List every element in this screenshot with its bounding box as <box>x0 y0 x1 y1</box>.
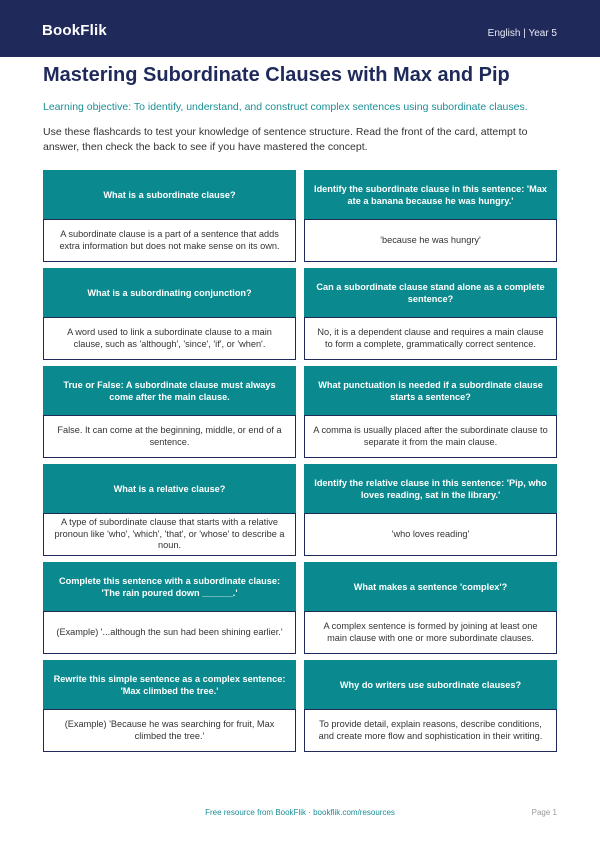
flashcard[interactable] <box>43 366 296 458</box>
flashcard-front: What is a subordinate clause? <box>43 170 296 219</box>
flashcard[interactable] <box>304 562 557 654</box>
flashcard-back: 'who loves reading' <box>304 513 557 556</box>
flashcard[interactable] <box>304 170 557 262</box>
footer-resource-link[interactable]: Free resource from BookFlik · bookflik.com/resources <box>205 808 395 817</box>
flashcard-front: What is a relative clause? <box>43 464 296 513</box>
subject-year-label: English | Year 5 <box>487 28 557 39</box>
flashcard-front: Why do writers use subordinate clauses? <box>304 660 557 709</box>
flashcard-back: A comma is usually placed after the subordinate clause to separate it from the main clause. <box>304 415 557 458</box>
learning-objective: Learning objective: To identify, understand, and construct complex sentences using subordinate clauses. <box>43 101 528 113</box>
flashcard[interactable] <box>304 366 557 458</box>
flashcard-front: Identify the subordinate clause in this sentence: 'Max ate a banana because he was hungry.' <box>304 170 557 219</box>
flashcard-back: A type of subordinate clause that starts with a relative pronoun like 'who', 'which', 'that', or 'whose' to describe a noun. <box>43 513 296 556</box>
flashcard-back: (Example) 'Because he was searching for fruit, Max climbed the tree.' <box>43 709 296 752</box>
flashcard[interactable] <box>43 268 296 360</box>
flashcard[interactable] <box>304 268 557 360</box>
flashcard-front: Rewrite this simple sentence as a complex sentence: 'Max climbed the tree.' <box>43 660 296 709</box>
flashcard[interactable] <box>43 660 296 752</box>
brand-logo[interactable]: BookFlik <box>42 22 107 39</box>
flashcard-grid <box>43 170 557 755</box>
flashcard-back: (Example) '...although the sun had been shining earlier.' <box>43 611 296 654</box>
flashcard[interactable] <box>43 464 296 556</box>
flashcard-back: No, it is a dependent clause and requires a main clause to form a complete, grammatically correct sentence. <box>304 317 557 360</box>
flashcard-front: What punctuation is needed if a subordinate clause starts a sentence? <box>304 366 557 415</box>
flashcard[interactable] <box>304 660 557 752</box>
flashcard-front: True or False: A subordinate clause must always come after the main clause. <box>43 366 296 415</box>
flashcard-back: A subordinate clause is a part of a sentence that adds extra information but does not make sense on its own. <box>43 219 296 262</box>
flashcard-back: To provide detail, explain reasons, describe conditions, and create more flow and sophistication in their writing. <box>304 709 557 752</box>
flashcard[interactable] <box>304 464 557 556</box>
flashcard-front: Identify the relative clause in this sentence: 'Pip, who loves reading, sat in the library.' <box>304 464 557 513</box>
flashcard-front: Can a subordinate clause stand alone as a complete sentence? <box>304 268 557 317</box>
flashcard[interactable] <box>43 562 296 654</box>
flashcard-front: What makes a sentence 'complex'? <box>304 562 557 611</box>
flashcard[interactable] <box>43 170 296 262</box>
flashcard-back: 'because he was hungry' <box>304 219 557 262</box>
flashcard-back: A complex sentence is formed by joining at least one main clause with one or more subordinate clauses. <box>304 611 557 654</box>
flashcard-front: What is a subordinating conjunction? <box>43 268 296 317</box>
flashcard-front: Complete this sentence with a subordinate clause: 'The rain poured down ______.' <box>43 562 296 611</box>
header-bar <box>0 0 600 57</box>
flashcard-back: A word used to link a subordinate clause to a main clause, such as 'although', 'since', 'if', or 'when'. <box>43 317 296 360</box>
flashcard-back: False. It can come at the beginning, middle, or end of a sentence. <box>43 415 296 458</box>
intro-text: Use these flashcards to test your knowledge of sentence structure. Read the front of the card, attempt to answer, then check the back to see if you have mastered the concept. <box>43 126 528 153</box>
page-title: Mastering Subordinate Clauses with Max and Pip <box>43 64 510 86</box>
page-number: Page 1 <box>531 808 557 817</box>
